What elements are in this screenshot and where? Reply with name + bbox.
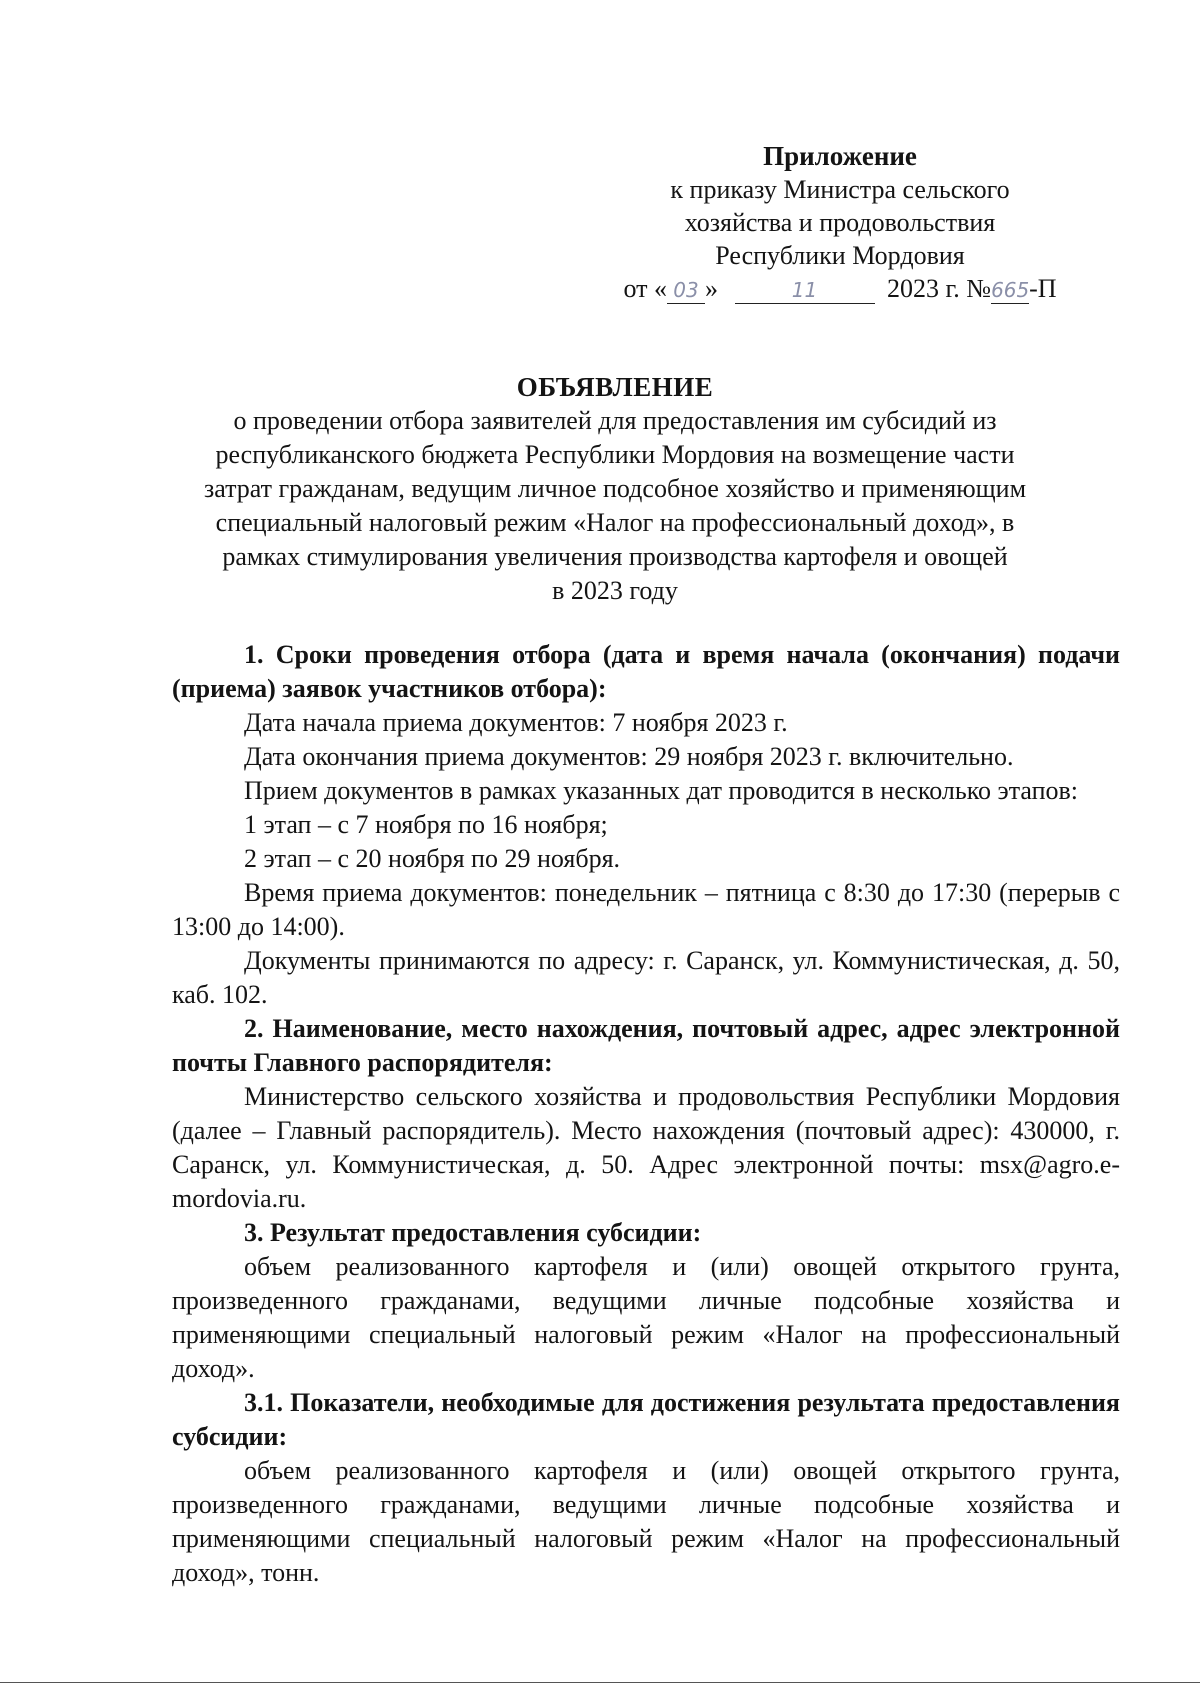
- announcement-line: в 2023 году: [552, 576, 678, 605]
- section-2-heading: 2. Наименование, место нахождения, почтовый адрес, адрес электронной почты Главного распорядителя:: [172, 1014, 1120, 1077]
- announcement-line: о проведении отбора заявителей для предоставления им субсидий из: [233, 406, 997, 435]
- date-mid: »: [705, 274, 719, 303]
- announcement-line: затрат гражданам, ведущим личное подсобное хозяйство и применяющим: [203, 474, 1027, 503]
- page-bottom-divider: [0, 1682, 1200, 1683]
- order-suffix: -П: [1029, 274, 1057, 303]
- section-1-stage-1: 1 этап – с 7 ноября по 16 ноября;: [244, 810, 608, 839]
- announcement-title-block: [170, 370, 1060, 608]
- section-3-heading: 3. Результат предоставления субсидии:: [244, 1218, 702, 1247]
- section-2-text: Министерство сельского хозяйства и продовольствия Республики Мордовия (далее – Главный распорядитель). Место нахождения (почтовый адрес): 430000, г. Саранск, ул. Коммунистическая, д. 50. Адрес электронной почты: msx@agro.e-mordovia.ru.: [172, 1082, 1120, 1213]
- announcement-heading: ОБЪЯВЛЕНИЕ: [516, 372, 714, 402]
- appendix-line-1: к приказу Министра сельского: [670, 175, 1010, 204]
- announcement-line: специальный налоговый режим «Налог на профессиональный доход», в: [215, 508, 1015, 537]
- section-1-hours: Время приема документов: понедельник – пятница с 8:30 до 17:30 (перерыв с 13:00 до 14:00).: [172, 878, 1120, 941]
- section-1-stage-2: 2 этап – с 20 ноября по 29 ноября.: [244, 844, 621, 873]
- announcement-line: республиканского бюджета Республики Мордовия на возмещение части: [215, 440, 1015, 469]
- section-1-heading: 1. Сроки проведения отбора (дата и время начала (окончания) подачи (приема) заявок участников отбора):: [172, 640, 1120, 703]
- appendix-title: Приложение: [763, 141, 917, 171]
- section-3-1-text: объем реализованного картофеля и (или) овощей открытого грунта, произведенного гражданами, ведущими личные подсобные хозяйства и применяющими специальный налоговый режим «Налог на профессиональный доход», тонн.: [172, 1456, 1120, 1587]
- section-1-address: Документы принимаются по адресу: г. Саранск, ул. Коммунистическая, д. 50, каб. 102.: [172, 946, 1120, 1009]
- date-prefix: от «: [623, 274, 668, 303]
- handwritten-day: 03: [673, 278, 699, 302]
- section-3-1-heading: 3.1. Показатели, необходимые для достижения результата предоставления субсидии:: [172, 1388, 1120, 1451]
- section-1-stages: Прием документов в рамках указанных дат проводится в несколько этапов:: [244, 776, 1078, 805]
- announcement-line: рамках стимулирования увеличения производства картофеля и овощей: [222, 542, 1008, 571]
- handwritten-number: 665: [991, 278, 1030, 302]
- number-blank: [991, 276, 1029, 304]
- section-3-text: объем реализованного картофеля и (или) овощей открытого грунта, произведенного гражданами, ведущими личные подсобные хозяйства и применяющими специальный налоговый режим «Налог на профессиональный доход».: [172, 1252, 1120, 1383]
- order-date-line: [600, 272, 1080, 305]
- handwritten-month: 11: [791, 278, 818, 302]
- section-1-end-date: Дата окончания приема документов: 29 ноября 2023 г. включительно.: [244, 742, 1014, 771]
- month-blank: [735, 276, 875, 304]
- year-text: 2023 г. №: [887, 274, 992, 303]
- document-body: [172, 638, 1120, 1590]
- day-blank: [667, 276, 705, 304]
- section-1-start-date: Дата начала приема документов: 7 ноября 2023 г.: [244, 708, 788, 737]
- appendix-block: [600, 140, 1080, 305]
- appendix-line-2: хозяйства и продовольствия: [684, 208, 996, 237]
- appendix-line-3: Республики Мордовия: [715, 241, 965, 270]
